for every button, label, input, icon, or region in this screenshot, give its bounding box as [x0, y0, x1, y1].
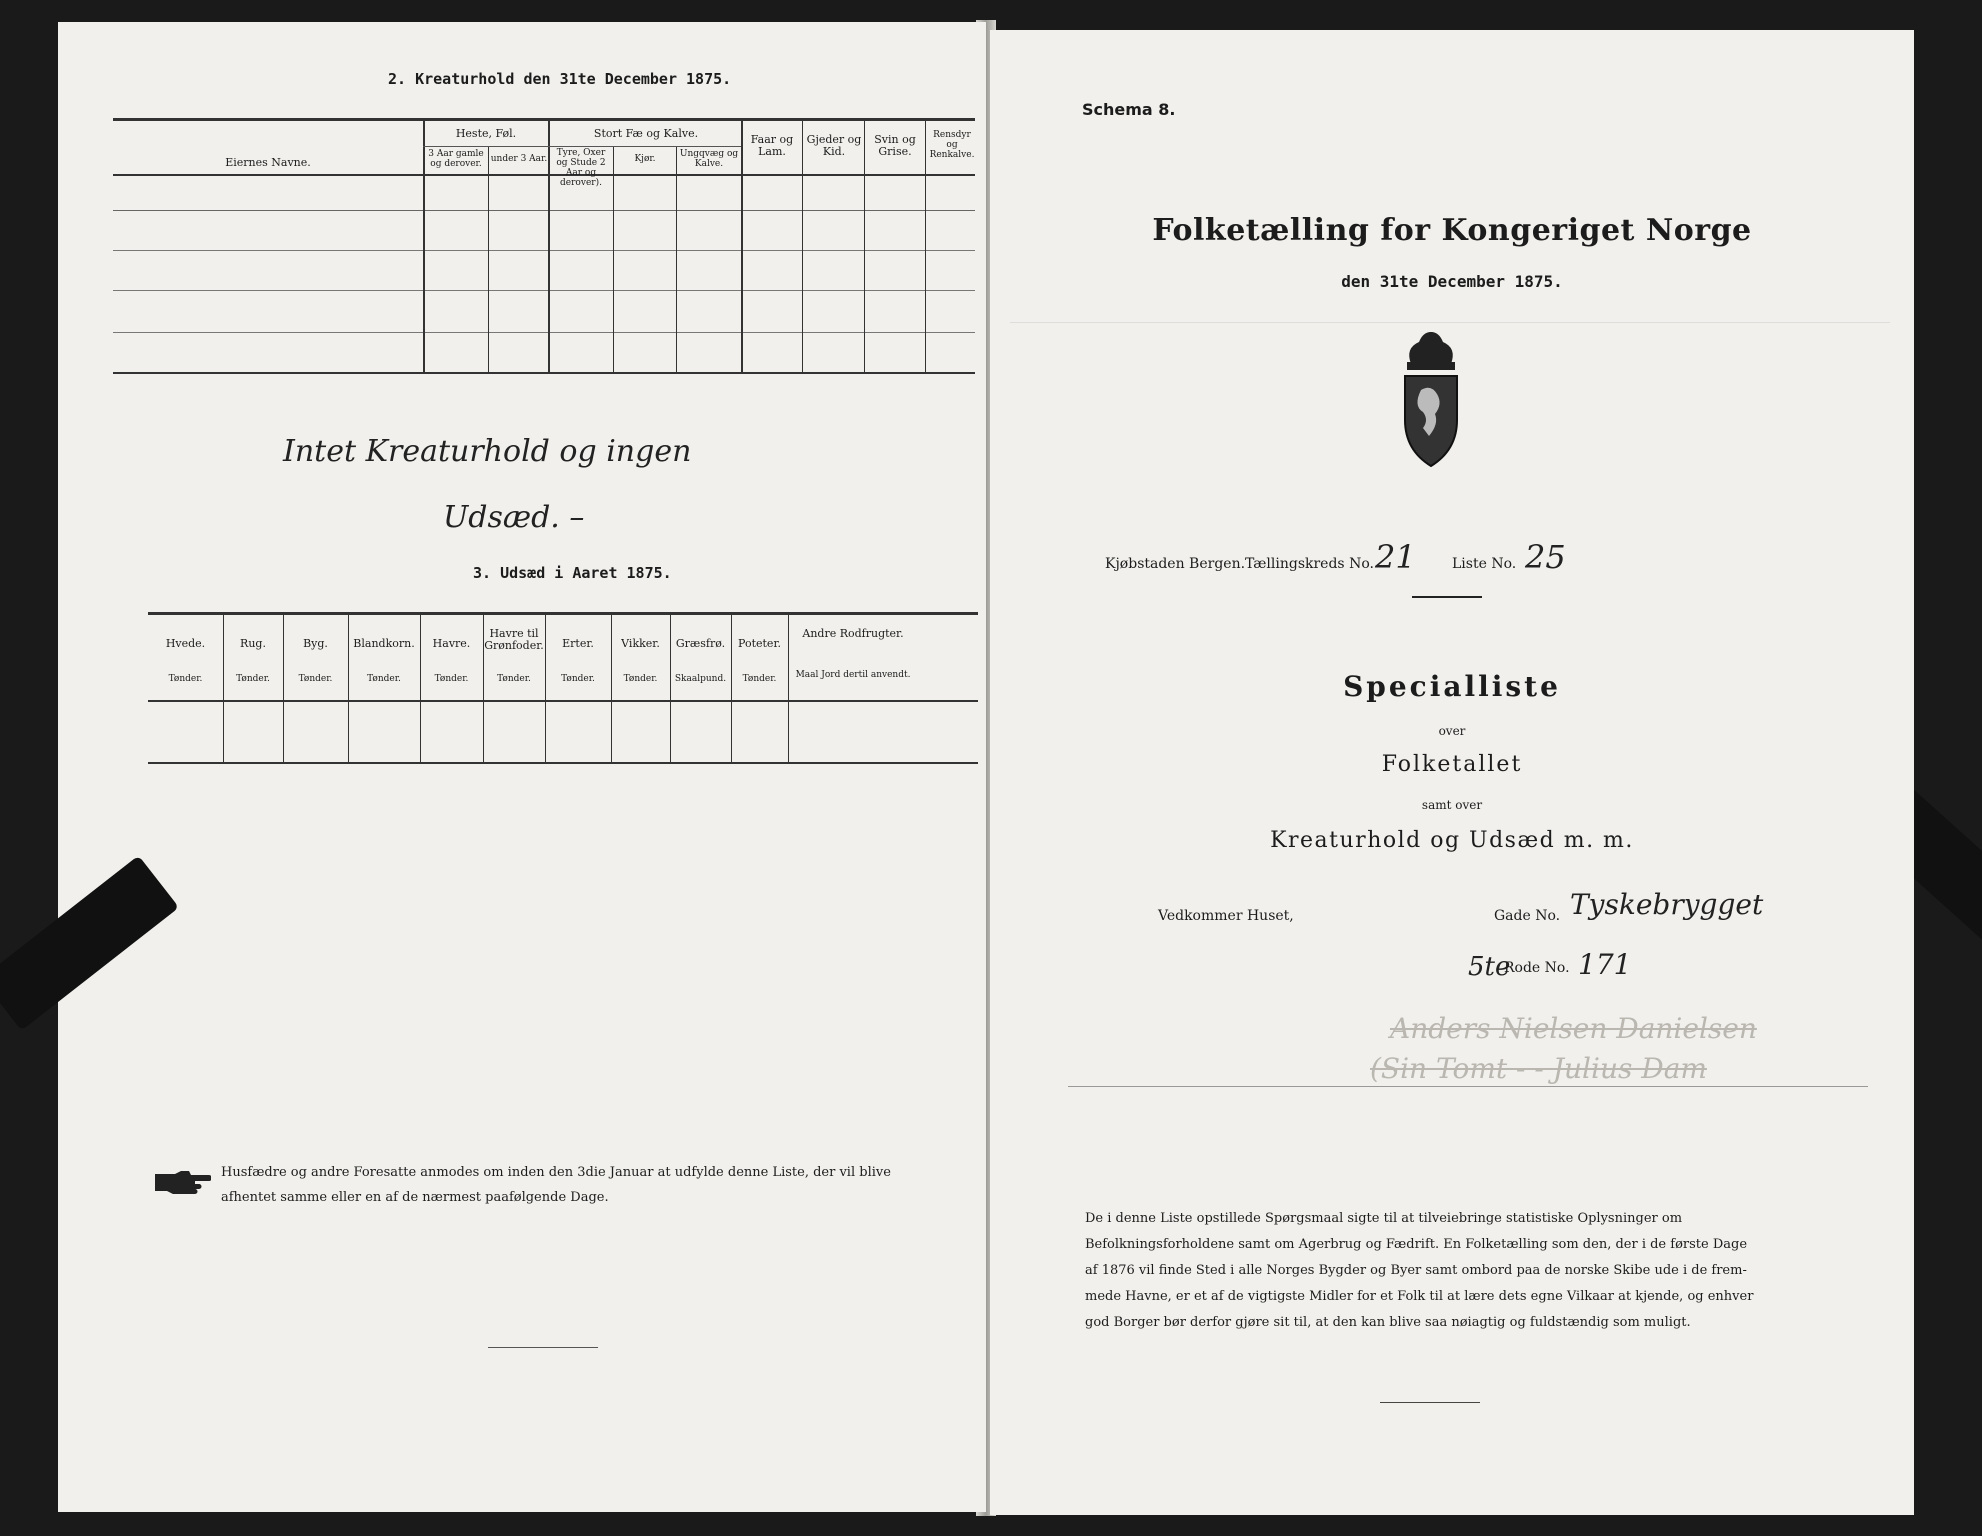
horses-old-header: 3 Aar gamle og derover. — [428, 149, 484, 169]
table3-unit-8: Skaalpund. — [674, 674, 727, 684]
handwritten-note-line1: Intet Kreaturhold og ingen — [283, 434, 692, 469]
table3-header-1: Rug. — [240, 637, 266, 650]
right-page — [990, 30, 1914, 1515]
main-title: Folketælling for Kongeriget Norge — [1152, 213, 1752, 248]
footer-rule — [488, 1347, 598, 1348]
table3-unit-6: Tønder. — [561, 674, 595, 684]
table3-header-9: Poteter. — [738, 637, 781, 650]
liste-label: Liste No. — [1452, 556, 1517, 572]
table3-unit-9: Tønder. — [742, 674, 777, 684]
table3-header-0: Hvede. — [165, 637, 206, 650]
paragraph-line: De i denne Liste opstillede Spørgsmaal sigte til at tilveiebringe statistiske Oplysninger om — [1085, 1211, 1683, 1226]
table3-unit-3: Tønder. — [367, 674, 401, 684]
taellingskreds-value: 21 — [1375, 538, 1416, 576]
vedkommer-label: Vedkommer Huset, — [1158, 908, 1294, 924]
struck-name-line2: (Sin Tomt - - Julius Dam — [1370, 1052, 1707, 1085]
table3-header-10: Andre Rodfrugter. — [802, 627, 904, 640]
table3-header-2: Byg. — [303, 637, 328, 650]
schema-label: Schema 8. — [1082, 100, 1176, 119]
table3-header-8: Græsfrø. — [675, 637, 726, 650]
folketallet-label: Folketallet — [1381, 752, 1523, 777]
left-page — [58, 22, 986, 1512]
cattle-cows-header: Kjør. — [634, 154, 656, 164]
taellingskreds-label: Tællingskreds No. — [1245, 556, 1374, 572]
table3-header-7: Vikker. — [621, 637, 660, 650]
table3-unit-5: Tønder. — [497, 674, 531, 684]
liste-value: 25 — [1525, 538, 1566, 576]
handwritten-note-line2: Udsæd. – — [443, 500, 585, 535]
date-line: den 31te December 1875. — [1341, 272, 1563, 291]
notice-line2: afhentet samme eller en af de nærmest paafølgende Dage. — [221, 1190, 609, 1205]
gade-label: Gade No. — [1494, 908, 1561, 924]
horses-young-header: under 3 Aar. — [490, 154, 548, 164]
table3-header-3: Blandkorn. — [353, 637, 415, 650]
table3-unit-2: Tønder. — [298, 674, 333, 684]
horses-header: Heste, Føl. — [455, 127, 517, 140]
divider-rule — [1412, 596, 1482, 598]
kjobstaden-label: Kjøbstaden Bergen. — [1105, 556, 1246, 572]
pointing-hand-icon — [153, 1168, 211, 1194]
rode-label: Rode No. — [1504, 960, 1570, 976]
paragraph-line: god Borger bør derfor gjøre sit til, at den kan blive saa nøiagtig og fuldstændig som muligt. — [1085, 1315, 1691, 1330]
paragraph-line: mede Havne, er et af de vigtigste Midler for et Folk til at lære dets egne Vilkaar at kjende, og enhver — [1085, 1289, 1754, 1304]
table3-unit-0: Tønder. — [168, 674, 203, 684]
samt-over-label: samt over — [1421, 798, 1483, 812]
rode-prefix: 5te — [1468, 952, 1511, 982]
table3-header-5: Havre til Grønfoder. — [484, 627, 544, 652]
kreaturhold-line: Kreaturhold og Udsæd m. m. — [1270, 828, 1634, 853]
over-label: over — [1438, 724, 1466, 738]
gade-value: Tyskebrygget — [1570, 888, 1764, 921]
cattle-young-header: Ungqvæg og Kalve. — [679, 149, 739, 169]
explanatory-paragraph — [1085, 1206, 1815, 1336]
table3-unit-1: Tønder. — [236, 674, 270, 684]
table3-header-4: Havre. — [432, 637, 471, 650]
table3-header-6: Erter. — [562, 637, 594, 650]
cattle-bulls-header: Tyre, Oxer og Stude 2 Aar og derover). — [556, 148, 606, 188]
footer-rule-right — [1380, 1402, 1480, 1403]
table3-unit-4: Tønder. — [434, 674, 469, 684]
coat-of-arms-icon — [1395, 330, 1467, 468]
sheep-header: Faar og Lam. — [750, 133, 794, 158]
notice-line1: Husfædre og andre Foresatte anmodes om inden den 3die Januar at udfylde denne Liste, der vil blive — [221, 1165, 891, 1180]
rode-value: 171 — [1578, 948, 1632, 981]
pigs-header: Svin og Grise. — [874, 133, 916, 158]
goats-header: Gjeder og Kid. — [806, 133, 862, 158]
reindeer-header: Rensdyr og Renkalve. — [929, 130, 975, 160]
section2-title: 2. Kreaturhold den 31te December 1875. — [388, 70, 732, 88]
table3-unit-10: Maal Jord dertil anvendt. — [795, 670, 911, 680]
cattle-header: Stort Fæ og Kalve. — [593, 127, 699, 140]
section3-title: 3. Udsæd i Aaret 1875. — [473, 564, 672, 582]
owner-names-header: Eiernes Navne. — [225, 156, 311, 169]
struck-name-line1: Anders Nielsen Danielsen — [1390, 1012, 1757, 1045]
specialliste-title: Specialliste — [1343, 670, 1561, 703]
paragraph-line: af 1876 vil finde Sted i alle Norges Bygder og Byer samt ombord paa de norske Skibe ude i de frem- — [1085, 1263, 1747, 1278]
table3-unit-7: Tønder. — [623, 674, 658, 684]
paragraph-line: Befolkningsforholdene samt om Agerbrug og Fædrift. En Folketælling som den, der i de første Dage — [1085, 1237, 1748, 1252]
